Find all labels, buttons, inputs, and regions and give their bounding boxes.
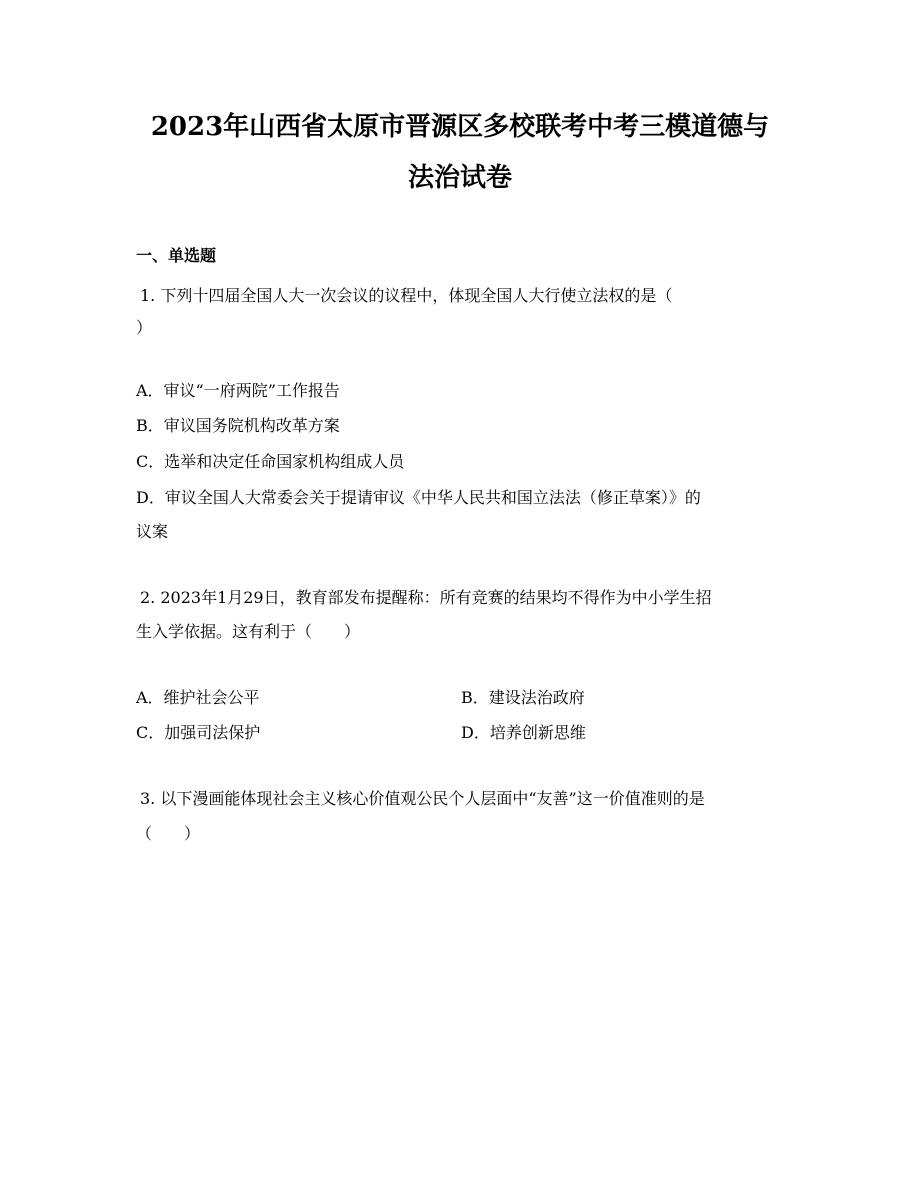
section-heading: 一、单选题 — [136, 246, 217, 265]
question-3-stem-line-1: 3. 以下漫画能体现社会主义核心价值观公民个人层面中“友善”这一价值准则的是 — [140, 789, 705, 808]
question-3-stem-line-2: （ ） — [136, 824, 201, 843]
document-title-line-1: 2023年山西省太原市晋源区多校联考中考三模道德与 — [150, 112, 770, 142]
question-1-stem-line-1: 1. 下列十四届全国人大一次会议的议程中，体现全国人大行使立法权的是（ — [140, 286, 673, 305]
question-1-stem-line-2: ） — [136, 318, 153, 337]
question-2-option-d: D．培养创新思维 — [461, 723, 586, 742]
document-title-line-2: 法治试卷 — [407, 163, 512, 193]
question-1-option-d-continuation: 议案 — [136, 522, 169, 541]
question-1-option-a: A．审议“一府两院”工作报告 — [136, 381, 340, 400]
question-2-stem-line-2: 生入学依据。这有利于（ ） — [136, 622, 361, 641]
question-2-option-b: B．建设法治政府 — [461, 688, 585, 707]
question-1-option-c: C．选举和决定任命国家机构组成人员 — [136, 452, 405, 471]
question-2-option-a: A．维护社会公平 — [136, 688, 260, 707]
question-1-option-b: B．审议国务院机构改革方案 — [136, 416, 340, 435]
question-2-stem-line-1: 2. 2023年1月29日，教育部发布提醒称：所有竞赛的结果均不得作为中小学生招 — [140, 588, 712, 607]
question-1-option-d: D．审议全国人大常委会关于提请审议《中华人民共和国立法法（修正草案）》的 — [136, 488, 701, 507]
question-2-option-c: C．加强司法保护 — [136, 723, 261, 742]
